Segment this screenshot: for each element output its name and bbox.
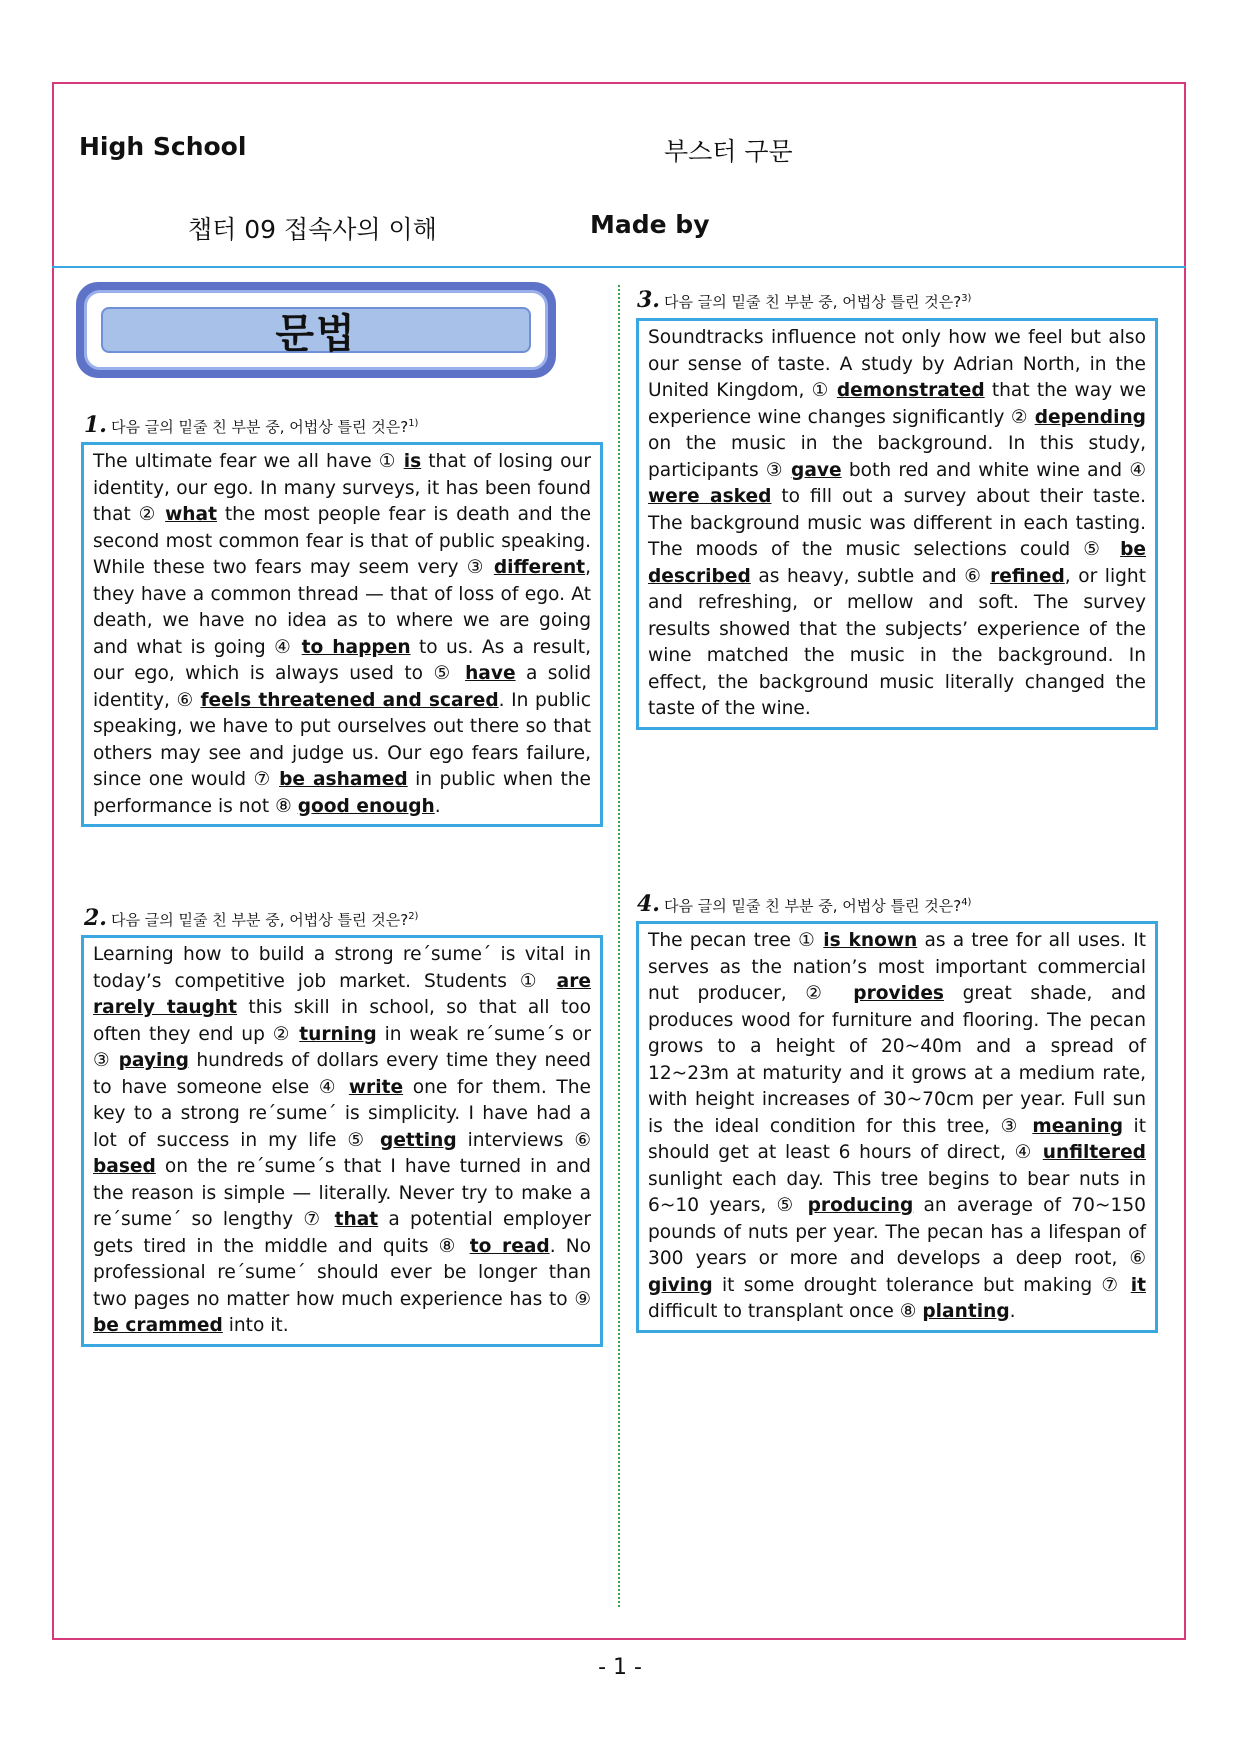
underlined-choice: to read <box>469 1235 550 1257</box>
underlined-choice: unfiltered <box>1042 1142 1146 1163</box>
passage-text: it should get at least 6 hours of direct, ④ <box>648 1115 1146 1163</box>
made-by-label: Made by <box>590 210 710 239</box>
passage-text: an average of 70~150 pounds of nuts per year. The pecan has a lifespan of 300 years or more and develops a deep root, ⑥ <box>648 1195 1146 1269</box>
footnote-ref: 1) <box>408 418 419 429</box>
passage-text: to fill out a survey about their taste. The background music was different in each tasting. The moods of the music selections could ⑤ <box>648 486 1146 560</box>
question-3-title <box>637 287 971 313</box>
underlined-choice: that <box>334 1209 379 1230</box>
underlined-choice: have <box>465 663 516 684</box>
underlined-choice: good enough <box>297 795 435 817</box>
passage-text: to us. As a result, our ego, which is always used to ⑤ <box>93 636 591 684</box>
underlined-choice: paying <box>118 1050 189 1071</box>
underlined-choice: is <box>403 451 422 472</box>
underlined-choice: refined <box>990 565 1065 587</box>
underlined-choice: planting <box>922 1301 1010 1322</box>
underlined-choice: getting <box>380 1129 457 1151</box>
passage-text: Soundtracks influence not only how we feel but also our sense of taste. A study by Adrian North, in the United Kingdom, ① <box>648 327 1146 401</box>
passage-text: this skill in school, so that all too often they end up ② <box>93 997 591 1045</box>
question-number: 2. <box>84 905 107 931</box>
question-number: 1. <box>84 412 107 438</box>
passage-text: difficult to transplant once ⑧ <box>648 1301 923 1322</box>
chapter-label: 챕터 09 접속사의 이해 <box>188 215 437 244</box>
underlined-choice: giving <box>648 1274 713 1296</box>
passage-text: a potential employer gets tired in the middle and quits ⑧ <box>93 1209 591 1257</box>
passage-text: that the way we experience wine changes significantly ② <box>648 380 1147 428</box>
passage-text: interviews ⑥ <box>456 1129 591 1151</box>
underlined-choice: write <box>348 1076 404 1098</box>
passage-text: . No professional re´sume´ should ever be longer than two pages no matter how much experience has to ⑨ <box>93 1235 592 1310</box>
passage-text: in weak re´sume´s or ③ <box>93 1023 591 1071</box>
footnote-ref: 4) <box>961 897 972 908</box>
question-prompt: 다음 글의 밑줄 친 부분 중, 어법상 틀린 것은? <box>110 418 409 436</box>
passage-text: on the re´sume´s that I have turned in and the reason is simple — literally. Never try to make a re´sume´ so lengthy ⑦ <box>93 1156 591 1230</box>
school-label: High School <box>79 132 247 161</box>
question-2-passage <box>81 935 603 1347</box>
passage-text: as heavy, subtle and ⑥ <box>750 565 991 587</box>
question-4-passage <box>636 921 1158 1333</box>
passage-text: that of losing our identity, our ego. In many surveys, it has been found that ② <box>93 451 591 525</box>
passage-text: one for them. The key to a strong re´sume´ is simplicity. I have had a lot of success in my life ⑤ <box>93 1076 591 1151</box>
question-number: 3. <box>637 287 660 313</box>
underlined-choice: turning <box>299 1023 377 1045</box>
question-1-passage <box>81 442 603 827</box>
passage-text: The ultimate fear we all have ① <box>93 451 404 472</box>
underlined-choice: meaning <box>1032 1115 1124 1137</box>
passage-text: great shade, and produces wood for furniture and flooring. The pecan grows to a height of 20~40m and a spread of 12~23m at maturity and it grows at a medium rate, with height increases of 30~70cm per year. Full sun is the ideal condition for this tree, ③ <box>648 983 1146 1137</box>
header-divider <box>52 266 1186 268</box>
underlined-choice: be described <box>648 539 1146 587</box>
underlined-choice: producing <box>807 1195 914 1216</box>
underlined-choice: depending <box>1034 406 1146 428</box>
question-4-title <box>637 891 971 917</box>
passage-text: on the music in the background. In this study, participants ③ <box>648 433 1146 481</box>
passage-text: it some drought tolerance but making ⑦ <box>712 1274 1131 1296</box>
passage-text: in public when the performance is not ⑧ <box>93 769 591 817</box>
column-divider <box>618 285 620 1607</box>
underlined-choice: to happen <box>301 636 411 658</box>
passage-text: The pecan tree ① <box>648 930 824 951</box>
underlined-choice: what <box>165 504 217 525</box>
passage-text: sunlight each day. This tree begins to bear nuts in 6~10 years, ⑤ <box>648 1168 1146 1216</box>
underlined-choice: were asked <box>648 486 772 507</box>
page-number: - 1 - <box>598 1655 642 1680</box>
passage-text: Learning how to build a strong re´sume´ is vital in today’s competitive job market. Students ① <box>93 944 591 992</box>
passage-text: both red and white wine and ④ <box>841 459 1146 481</box>
question-number: 4. <box>637 891 660 917</box>
underlined-choice: it <box>1130 1274 1146 1296</box>
underlined-choice: are rarely taught <box>93 970 591 1018</box>
passage-text: as a tree for all uses. It serves as the nation’s most important commercial nut producer, ② <box>648 930 1146 1004</box>
passage-text: , or light and refreshing, or mellow and soft. The survey results showed that the subjects’ experience of the wine matched the music in the background. In effect, the background music literally changed the taste of the wine. <box>648 565 1147 719</box>
underlined-choice: feels threatened and scared <box>200 689 499 711</box>
section-badge <box>76 282 556 378</box>
passage-text: a solid identity, ⑥ <box>93 663 591 711</box>
underlined-choice: provides <box>853 983 945 1004</box>
passage-text: hundreds of dollars every time they need to have someone else ④ <box>93 1050 591 1098</box>
passage-text: the most people fear is death and the second most common fear is that of public speaking. While these two fears may seem very ③ <box>93 504 592 578</box>
footnote-ref: 2) <box>408 911 419 922</box>
underlined-choice: be ashamed <box>279 769 408 790</box>
underlined-choice: be crammed <box>93 1315 223 1336</box>
passage-text: into it. <box>222 1315 289 1336</box>
underlined-choice: demonstrated <box>836 380 985 401</box>
subject-label: 부스터 구문 <box>664 137 793 166</box>
passage-text: . <box>434 795 441 817</box>
section-badge-label: 문법 <box>101 307 531 353</box>
question-prompt: 다음 글의 밑줄 친 부분 중, 어법상 틀린 것은? <box>663 897 962 915</box>
question-1-title <box>84 412 418 438</box>
underlined-choice: gave <box>791 459 842 481</box>
question-prompt: 다음 글의 밑줄 친 부분 중, 어법상 틀린 것은? <box>663 293 962 311</box>
underlined-choice: is known <box>823 930 918 951</box>
question-2-title <box>84 905 418 931</box>
passage-text: . <box>1009 1301 1016 1322</box>
passage-text: , they have a common thread — that of loss of ego. At death, we have no idea as to where we are going and what is going ④ <box>93 557 591 658</box>
underlined-choice: based <box>93 1156 156 1177</box>
passage-text: . In public speaking, we have to put ourselves out there so that others may see and judge us. Our ego fears failure, since one would ⑦ <box>93 689 591 790</box>
question-prompt: 다음 글의 밑줄 친 부분 중, 어법상 틀린 것은? <box>110 911 409 929</box>
footnote-ref: 3) <box>961 293 972 304</box>
underlined-choice: different <box>493 557 586 578</box>
question-3-passage <box>636 318 1158 730</box>
